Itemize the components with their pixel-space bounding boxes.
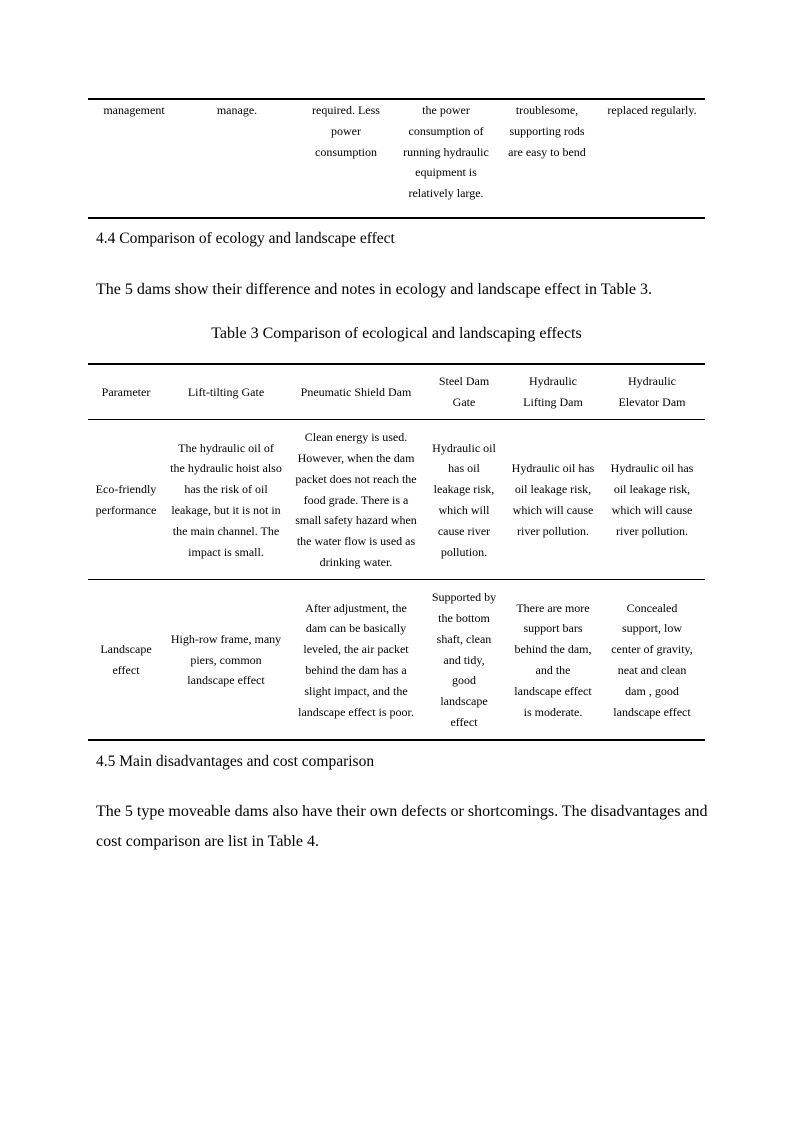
table3-cell-line: landscape effect	[187, 673, 265, 688]
table3-rule-mid	[88, 579, 705, 580]
table3-header-cell-line: Elevator Dam	[618, 394, 686, 409]
table3-header-cell-line: Hydraulic	[628, 374, 676, 389]
top-table-cell-line: management	[103, 103, 165, 117]
table3-cell	[542, 458, 762, 541]
top-table-cell-line: running hydraulic	[403, 144, 489, 159]
table3-cell-line: river pollution.	[616, 523, 688, 538]
top-table-cell-line: troublesome,	[515, 103, 579, 117]
table3-cell-line: effect	[450, 714, 478, 729]
table3-rule-header	[88, 419, 705, 420]
table3-cell	[542, 598, 762, 723]
table3-caption: Table 3 Comparison of ecological and landscaping effects	[211, 325, 582, 342]
table3-cell-line: performance	[95, 502, 157, 517]
table3-cell-line: and tidy,	[443, 652, 485, 667]
table3-header-cell-line: Pneumatic Shield Dam	[300, 384, 412, 399]
table3-cell-line: dam , good	[625, 683, 679, 698]
table3-cell-line: After adjustment, the	[305, 600, 407, 615]
table3-cell-line: impact is small.	[188, 544, 264, 559]
table3-cell-line: is moderate.	[523, 704, 583, 719]
table3-cell-line: the bottom	[438, 610, 490, 625]
table3-cell-line: the water flow is used as	[296, 534, 416, 549]
top-table-rule-bottom	[88, 217, 705, 219]
top-table-cell-line: relatively large.	[408, 186, 484, 201]
table3-header-cell-line: Lift-tilting Gate	[187, 384, 265, 399]
table3-cell-line: oil leakage risk,	[613, 482, 691, 497]
table3-rule-bottom	[88, 739, 705, 741]
table3-cell-line: behind the dam has a	[305, 662, 407, 677]
table3-cell-line: center of gravity,	[611, 642, 693, 657]
table3-cell-line: landscape effect	[514, 683, 592, 698]
table3-cell-line: river pollution.	[517, 523, 589, 538]
table3-cell-line: piers, common	[190, 652, 262, 667]
table3-cell-line: small safety hazard when	[295, 513, 417, 528]
table3-cell-line: behind the dam,	[514, 642, 592, 657]
table3-cell-line: the hydraulic hoist also	[170, 461, 282, 476]
table3-cell-line: neat and clean	[617, 662, 687, 677]
table3-cell-line: cause river	[437, 523, 491, 538]
table3-cell-line: Hydraulic oil	[432, 440, 496, 455]
table3-cell-line: effect	[112, 662, 140, 677]
table3-cell-line: Eco-friendly	[95, 482, 157, 497]
table3-cell-line: support, low	[622, 621, 682, 636]
table3-cell-line: dam can be basically	[305, 621, 407, 636]
table3-header-cell-line: Lifting Dam	[523, 394, 583, 409]
table3-cell-line: leakage, but it is not in	[171, 502, 281, 517]
table3-cell-line: Hydraulic oil has	[610, 461, 694, 476]
section-4-5-line-1: The 5 type moveable dams also have their own defects or shortcomings. The disadvantages and	[96, 803, 708, 820]
table3-cell-line: has oil	[448, 461, 480, 476]
table3-cell-line: good	[452, 673, 476, 688]
top-table-cell-line: supporting rods	[509, 123, 585, 138]
table3-header-cell-line: Parameter	[101, 384, 151, 399]
table3-header-cell-line: Gate	[452, 394, 476, 409]
top-table-cell-line: consumption of	[408, 123, 484, 138]
section-4-5-heading: 4.5 Main disadvantages and cost comparison	[96, 753, 375, 770]
table3-header-cell	[542, 371, 762, 413]
top-table-cell-line: are easy to bend	[508, 144, 586, 159]
table3-cell-line: which will cause	[611, 502, 693, 517]
table3-header-cell-line: Steel Dam	[438, 374, 490, 389]
table3-header-cell-line: Hydraulic	[529, 374, 577, 389]
table3-cell-line: Hydraulic oil has	[511, 461, 595, 476]
table3-rule-top	[88, 363, 705, 365]
table3-cell-line: food grade. There is a	[303, 492, 409, 507]
top-table-cell-line: required. Less	[312, 103, 380, 117]
table3-cell-line: Clean energy is used.	[304, 430, 408, 445]
table3-cell-line: slight impact, and the	[304, 683, 408, 698]
section-4-4-paragraph: The 5 dams show their difference and notes in ecology and landscape effect in Table 3.	[96, 281, 653, 298]
top-table-cell-line: power	[331, 123, 361, 138]
top-table-cell-line: replaced regularly.	[607, 103, 697, 117]
table3-cell-line: leakage risk,	[433, 482, 495, 497]
table3-cell-line: shaft, clean	[436, 631, 492, 646]
table3-cell-line: The hydraulic oil of	[178, 440, 274, 455]
table3-cell-line: pollution.	[440, 544, 488, 559]
table3-cell-line: support bars	[523, 621, 583, 636]
section-4-5-line-2: cost comparison are list in Table 4.	[96, 833, 319, 850]
section-4-4-heading: 4.4 Comparison of ecology and landscape effect	[96, 230, 395, 247]
table3-cell-line: has the risk of oil	[184, 482, 268, 497]
table3-cell-line: oil leakage risk,	[514, 482, 592, 497]
table3-cell-line: packet does not reach the	[295, 471, 417, 486]
table3-cell-line: Landscape	[100, 642, 152, 657]
table3-cell-line: Concealed	[626, 600, 678, 615]
top-table-cell	[542, 100, 762, 121]
table3-cell-line: landscape effect	[613, 704, 691, 719]
table3-cell-line: landscape effect is poor.	[298, 704, 414, 719]
top-table-cell-line: consumption	[315, 144, 377, 159]
table3-cell-line: There are more	[516, 600, 590, 615]
table3-cell-line: leveled, the air packet	[303, 642, 409, 657]
table3-cell-line: High-row frame, many	[170, 631, 282, 646]
table3-cell-line: which will	[438, 502, 490, 517]
table3-cell-line: the main channel. The	[172, 523, 280, 538]
table3-cell-line: drinking water.	[319, 554, 393, 569]
table3-cell-line: However, when the dam	[297, 450, 415, 465]
top-table-cell-line: equipment is	[415, 165, 477, 180]
table3-cell-line: which will cause	[512, 502, 594, 517]
top-table-cell-line: manage.	[216, 103, 258, 117]
top-table-cell-line: the power	[422, 103, 470, 117]
table3-cell-line: and the	[535, 662, 571, 677]
table3-cell-line: landscape	[440, 694, 488, 709]
table3-cell-line: Supported by	[431, 590, 497, 605]
